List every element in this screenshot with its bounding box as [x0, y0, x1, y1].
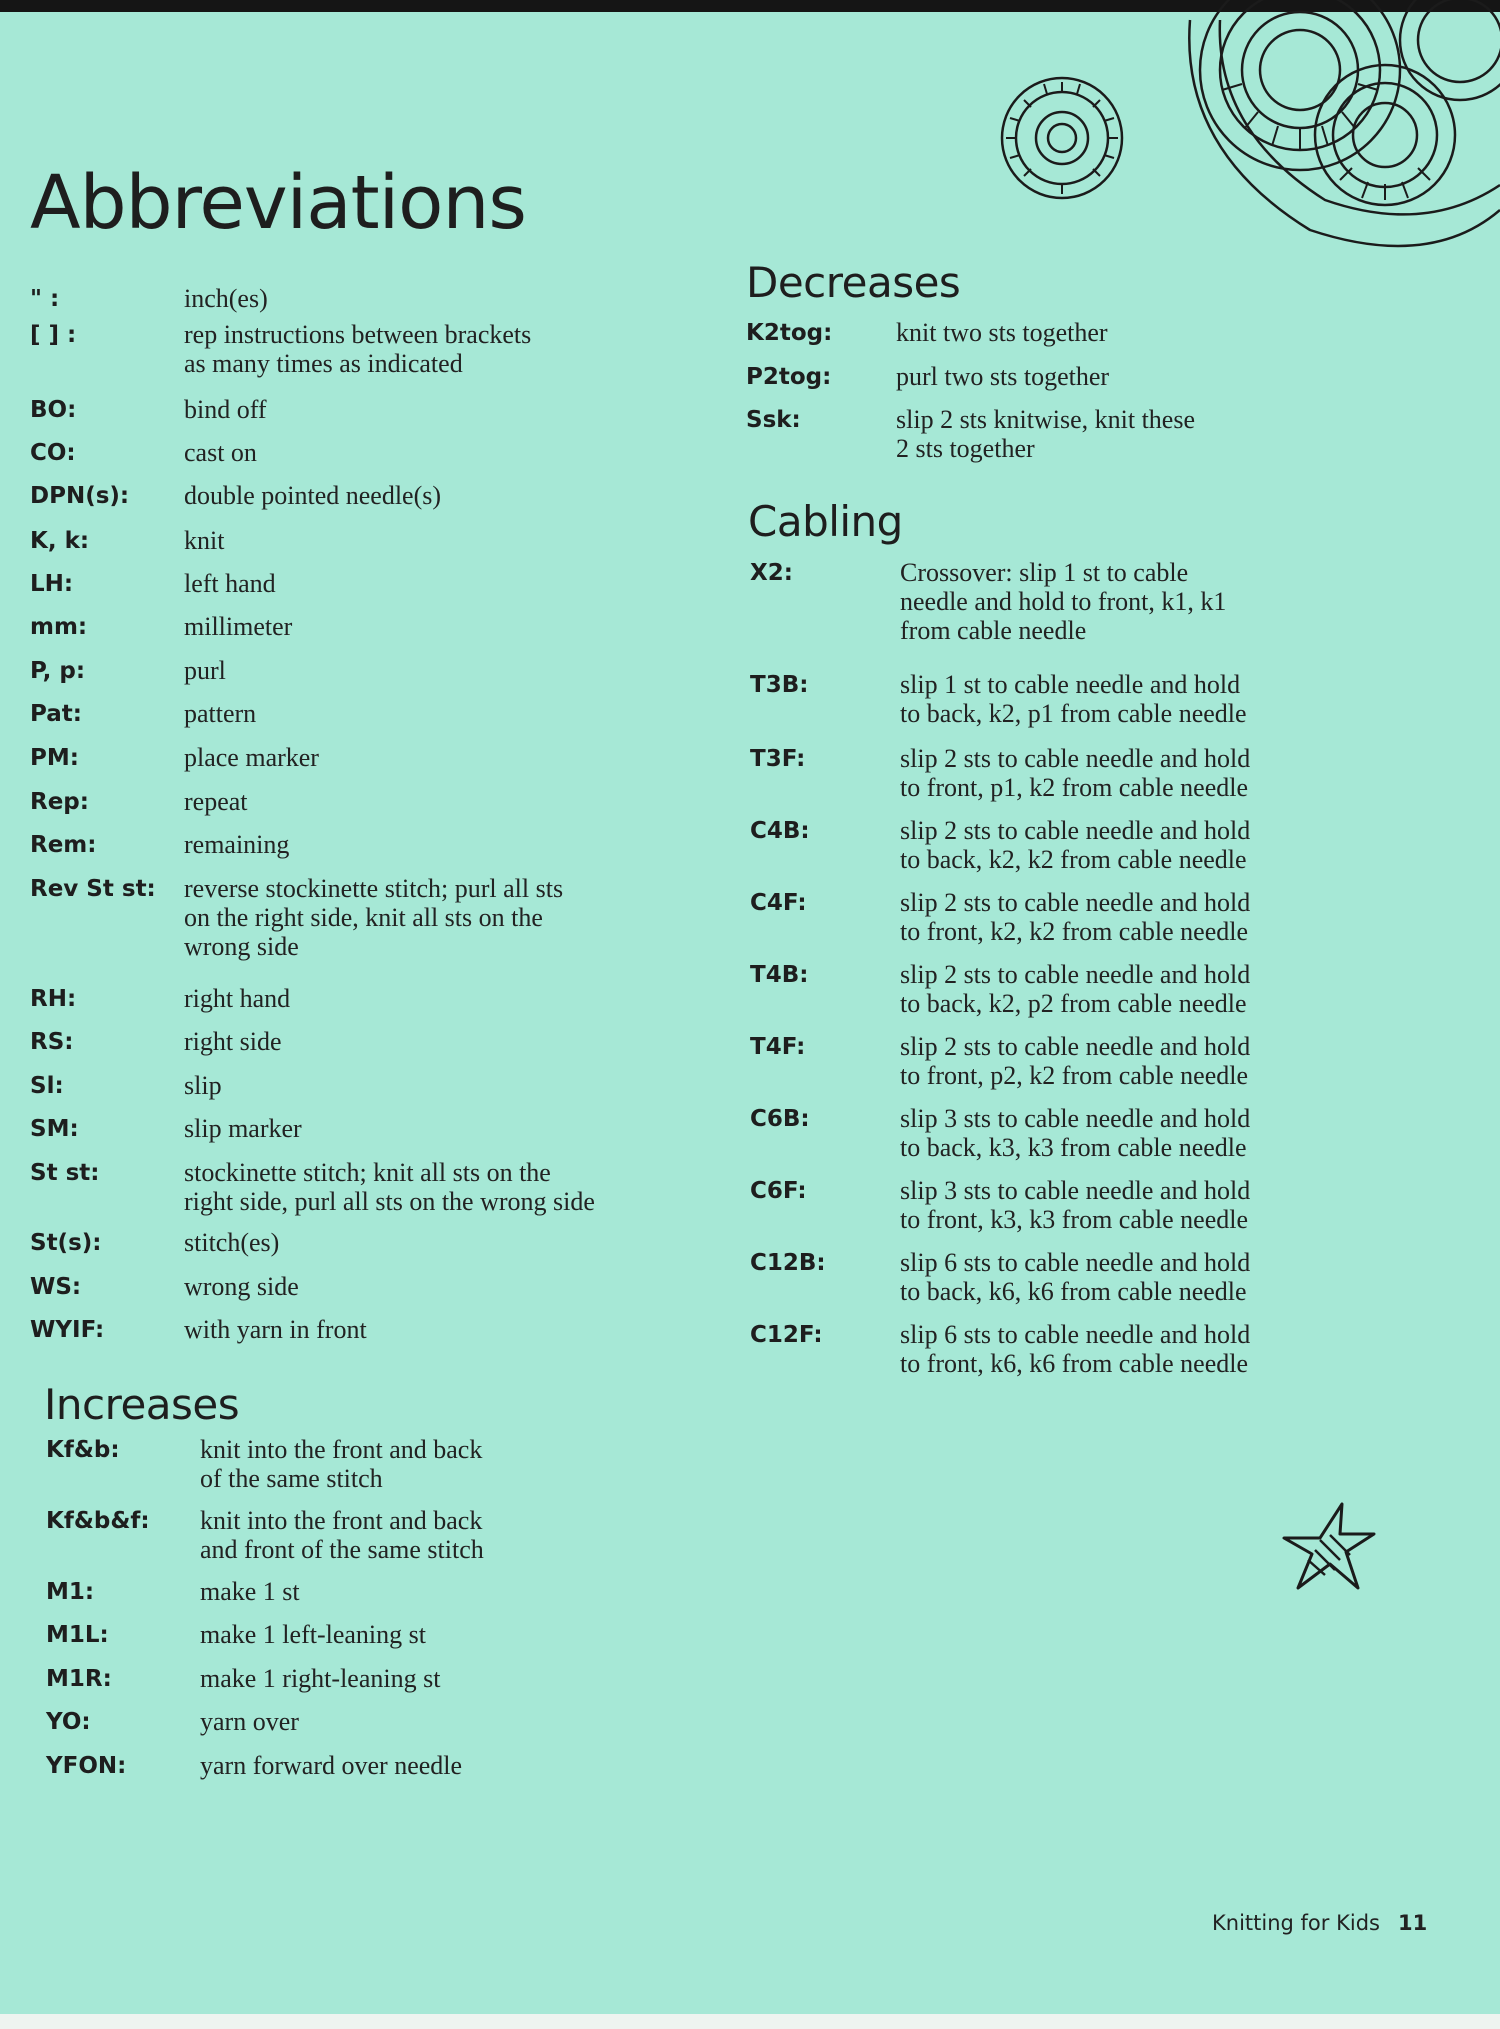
abbreviation-term: C4B: [750, 818, 810, 844]
star-doodle-icon [1280, 1500, 1380, 1595]
cabling-heading: Cabling [748, 497, 903, 546]
abbreviation-definition: stitch(es) [184, 1228, 280, 1257]
abbreviation-term: P2tog: [746, 364, 832, 390]
abbreviation-term: WYIF: [30, 1317, 105, 1343]
abbreviation-term: [ ] : [30, 322, 77, 348]
page-title: Abbreviations [30, 160, 526, 246]
abbreviation-definition: slip 3 sts to cable needle and hold to front, k3, k3 from cable needle [900, 1176, 1251, 1234]
abbreviation-term: Pat: [30, 701, 82, 727]
abbreviation-definition: right hand [184, 984, 291, 1013]
abbreviation-term: T4F: [750, 1034, 806, 1060]
abbreviation-definition: slip 6 sts to cable needle and hold to front, k6, k6 from cable needle [900, 1320, 1251, 1378]
abbreviation-definition: yarn forward over needle [200, 1751, 463, 1780]
increases-list [46, 1437, 746, 1797]
abbreviation-term: C12B: [750, 1250, 826, 1276]
abbreviation-definition: slip 2 sts to cable needle and hold to back, k2, k2 from cable needle [900, 816, 1251, 874]
abbreviation-definition: knit [184, 526, 225, 555]
abbreviation-definition: purl two sts together [896, 362, 1110, 391]
abbreviation-term: P, p: [30, 658, 86, 684]
abbreviation-definition: cast on [184, 438, 257, 467]
abbreviation-definition: right side [184, 1027, 282, 1056]
abbreviation-term: PM: [30, 745, 79, 771]
footer-book-title: Knitting for Kids [1212, 1911, 1380, 1935]
scan-bottom-edge [0, 2014, 1500, 2029]
spiral-doodle-icon [990, 0, 1500, 250]
abbreviation-term: RS: [30, 1029, 74, 1055]
abbreviation-term: BO: [30, 397, 77, 423]
abbreviation-definition: make 1 st [200, 1577, 300, 1606]
abbreviation-definition: make 1 right-leaning st [200, 1664, 441, 1693]
abbreviation-definition: rep instructions between brackets as many times as indicated [184, 320, 532, 378]
abbreviation-definition: knit into the front and back of the same stitch [200, 1435, 483, 1493]
decreases-heading: Decreases [746, 258, 961, 307]
abbreviation-term: C6F: [750, 1178, 807, 1204]
abbreviation-definition: bind off [184, 395, 267, 424]
abbreviation-definition: slip [184, 1071, 222, 1100]
abbreviation-definition: wrong side [184, 1272, 299, 1301]
abbreviation-term: Rem: [30, 832, 97, 858]
abbreviation-definition: with yarn in front [184, 1315, 367, 1344]
abbreviation-term: YO: [46, 1709, 91, 1735]
abbreviation-definition: remaining [184, 830, 290, 859]
abbreviation-term: Rep: [30, 789, 89, 815]
abbreviation-term: C12F: [750, 1322, 823, 1348]
abbreviation-definition: double pointed needle(s) [184, 481, 442, 510]
abbreviation-definition: repeat [184, 787, 248, 816]
general-abbreviations-list [30, 286, 730, 1346]
abbreviation-definition: slip 2 sts to cable needle and hold to front, k2, k2 from cable needle [900, 888, 1251, 946]
abbreviation-definition: knit into the front and back and front of the same stitch [200, 1506, 484, 1564]
abbreviation-term: Kf&b&f: [46, 1508, 150, 1534]
abbreviation-term: M1R: [46, 1666, 112, 1692]
abbreviation-definition: inch(es) [184, 284, 268, 313]
abbreviation-term: DPN(s): [30, 483, 130, 509]
abbreviation-term: T4B: [750, 962, 809, 988]
abbreviation-term: Ssk: [746, 407, 801, 433]
abbreviation-definition: millimeter [184, 612, 293, 641]
cabling-list [750, 558, 1370, 1378]
abbreviation-term: K, k: [30, 528, 90, 554]
page-footer [1212, 1911, 1427, 1935]
page-number: 11 [1397, 1911, 1428, 1935]
abbreviation-definition: slip 1 st to cable needle and hold to back, k2, p1 from cable needle [900, 670, 1247, 728]
abbreviation-definition: slip marker [184, 1114, 302, 1143]
abbreviation-term: Sl: [30, 1073, 64, 1099]
abbreviation-definition: make 1 left-leaning st [200, 1620, 426, 1649]
abbreviation-term: Rev St st: [30, 876, 156, 902]
abbreviation-definition: slip 2 sts to cable needle and hold to front, p2, k2 from cable needle [900, 1032, 1251, 1090]
abbreviation-term: M1: [46, 1579, 95, 1605]
abbreviation-term: St st: [30, 1160, 100, 1186]
abbreviation-definition: slip 6 sts to cable needle and hold to back, k6, k6 from cable needle [900, 1248, 1251, 1306]
abbreviation-definition: slip 2 sts knitwise, knit these 2 sts together [896, 405, 1195, 463]
abbreviation-term: M1L: [46, 1622, 109, 1648]
abbreviation-definition: purl [184, 656, 226, 685]
abbreviation-term: RH: [30, 986, 77, 1012]
abbreviation-term: T3F: [750, 746, 806, 772]
abbreviation-definition: pattern [184, 699, 257, 728]
abbreviation-term: C6B: [750, 1106, 810, 1132]
abbreviation-term: C4F: [750, 890, 807, 916]
abbreviation-term: T3B: [750, 672, 809, 698]
abbreviation-definition: slip 2 sts to cable needle and hold to front, p1, k2 from cable needle [900, 744, 1251, 802]
abbreviation-term: WS: [30, 1274, 82, 1300]
abbreviation-definition: yarn over [200, 1707, 299, 1736]
abbreviation-definition: slip 3 sts to cable needle and hold to back, k3, k3 from cable needle [900, 1104, 1251, 1162]
abbreviation-term: Kf&b: [46, 1437, 120, 1463]
abbreviation-definition: slip 2 sts to cable needle and hold to back, k2, p2 from cable needle [900, 960, 1251, 1018]
abbreviation-term: St(s): [30, 1230, 102, 1256]
abbreviation-definition: Crossover: slip 1 st to cable needle and hold to front, k1, k1 from cable needle [900, 558, 1227, 645]
increases-heading: Increases [44, 1380, 240, 1429]
abbreviation-term: LH: [30, 571, 74, 597]
abbreviation-term: mm: [30, 614, 88, 640]
abbreviation-term: X2: [750, 560, 793, 586]
abbreviation-definition: reverse stockinette stitch; purl all sts on the right side, knit all sts on the wrong side [184, 874, 564, 961]
abbreviation-definition: stockinette stitch; knit all sts on the right side, purl all sts on the wrong side [184, 1158, 595, 1216]
abbreviation-term: SM: [30, 1116, 79, 1142]
abbreviation-term: " : [30, 286, 60, 312]
abbreviation-definition: knit two sts together [896, 318, 1108, 347]
abbreviation-term: K2tog: [746, 320, 833, 346]
abbreviation-term: CO: [30, 440, 76, 466]
abbreviation-definition: place marker [184, 743, 319, 772]
abbreviation-term: YFON: [46, 1753, 127, 1779]
decreases-list [746, 320, 1346, 480]
abbreviation-definition: left hand [184, 569, 276, 598]
